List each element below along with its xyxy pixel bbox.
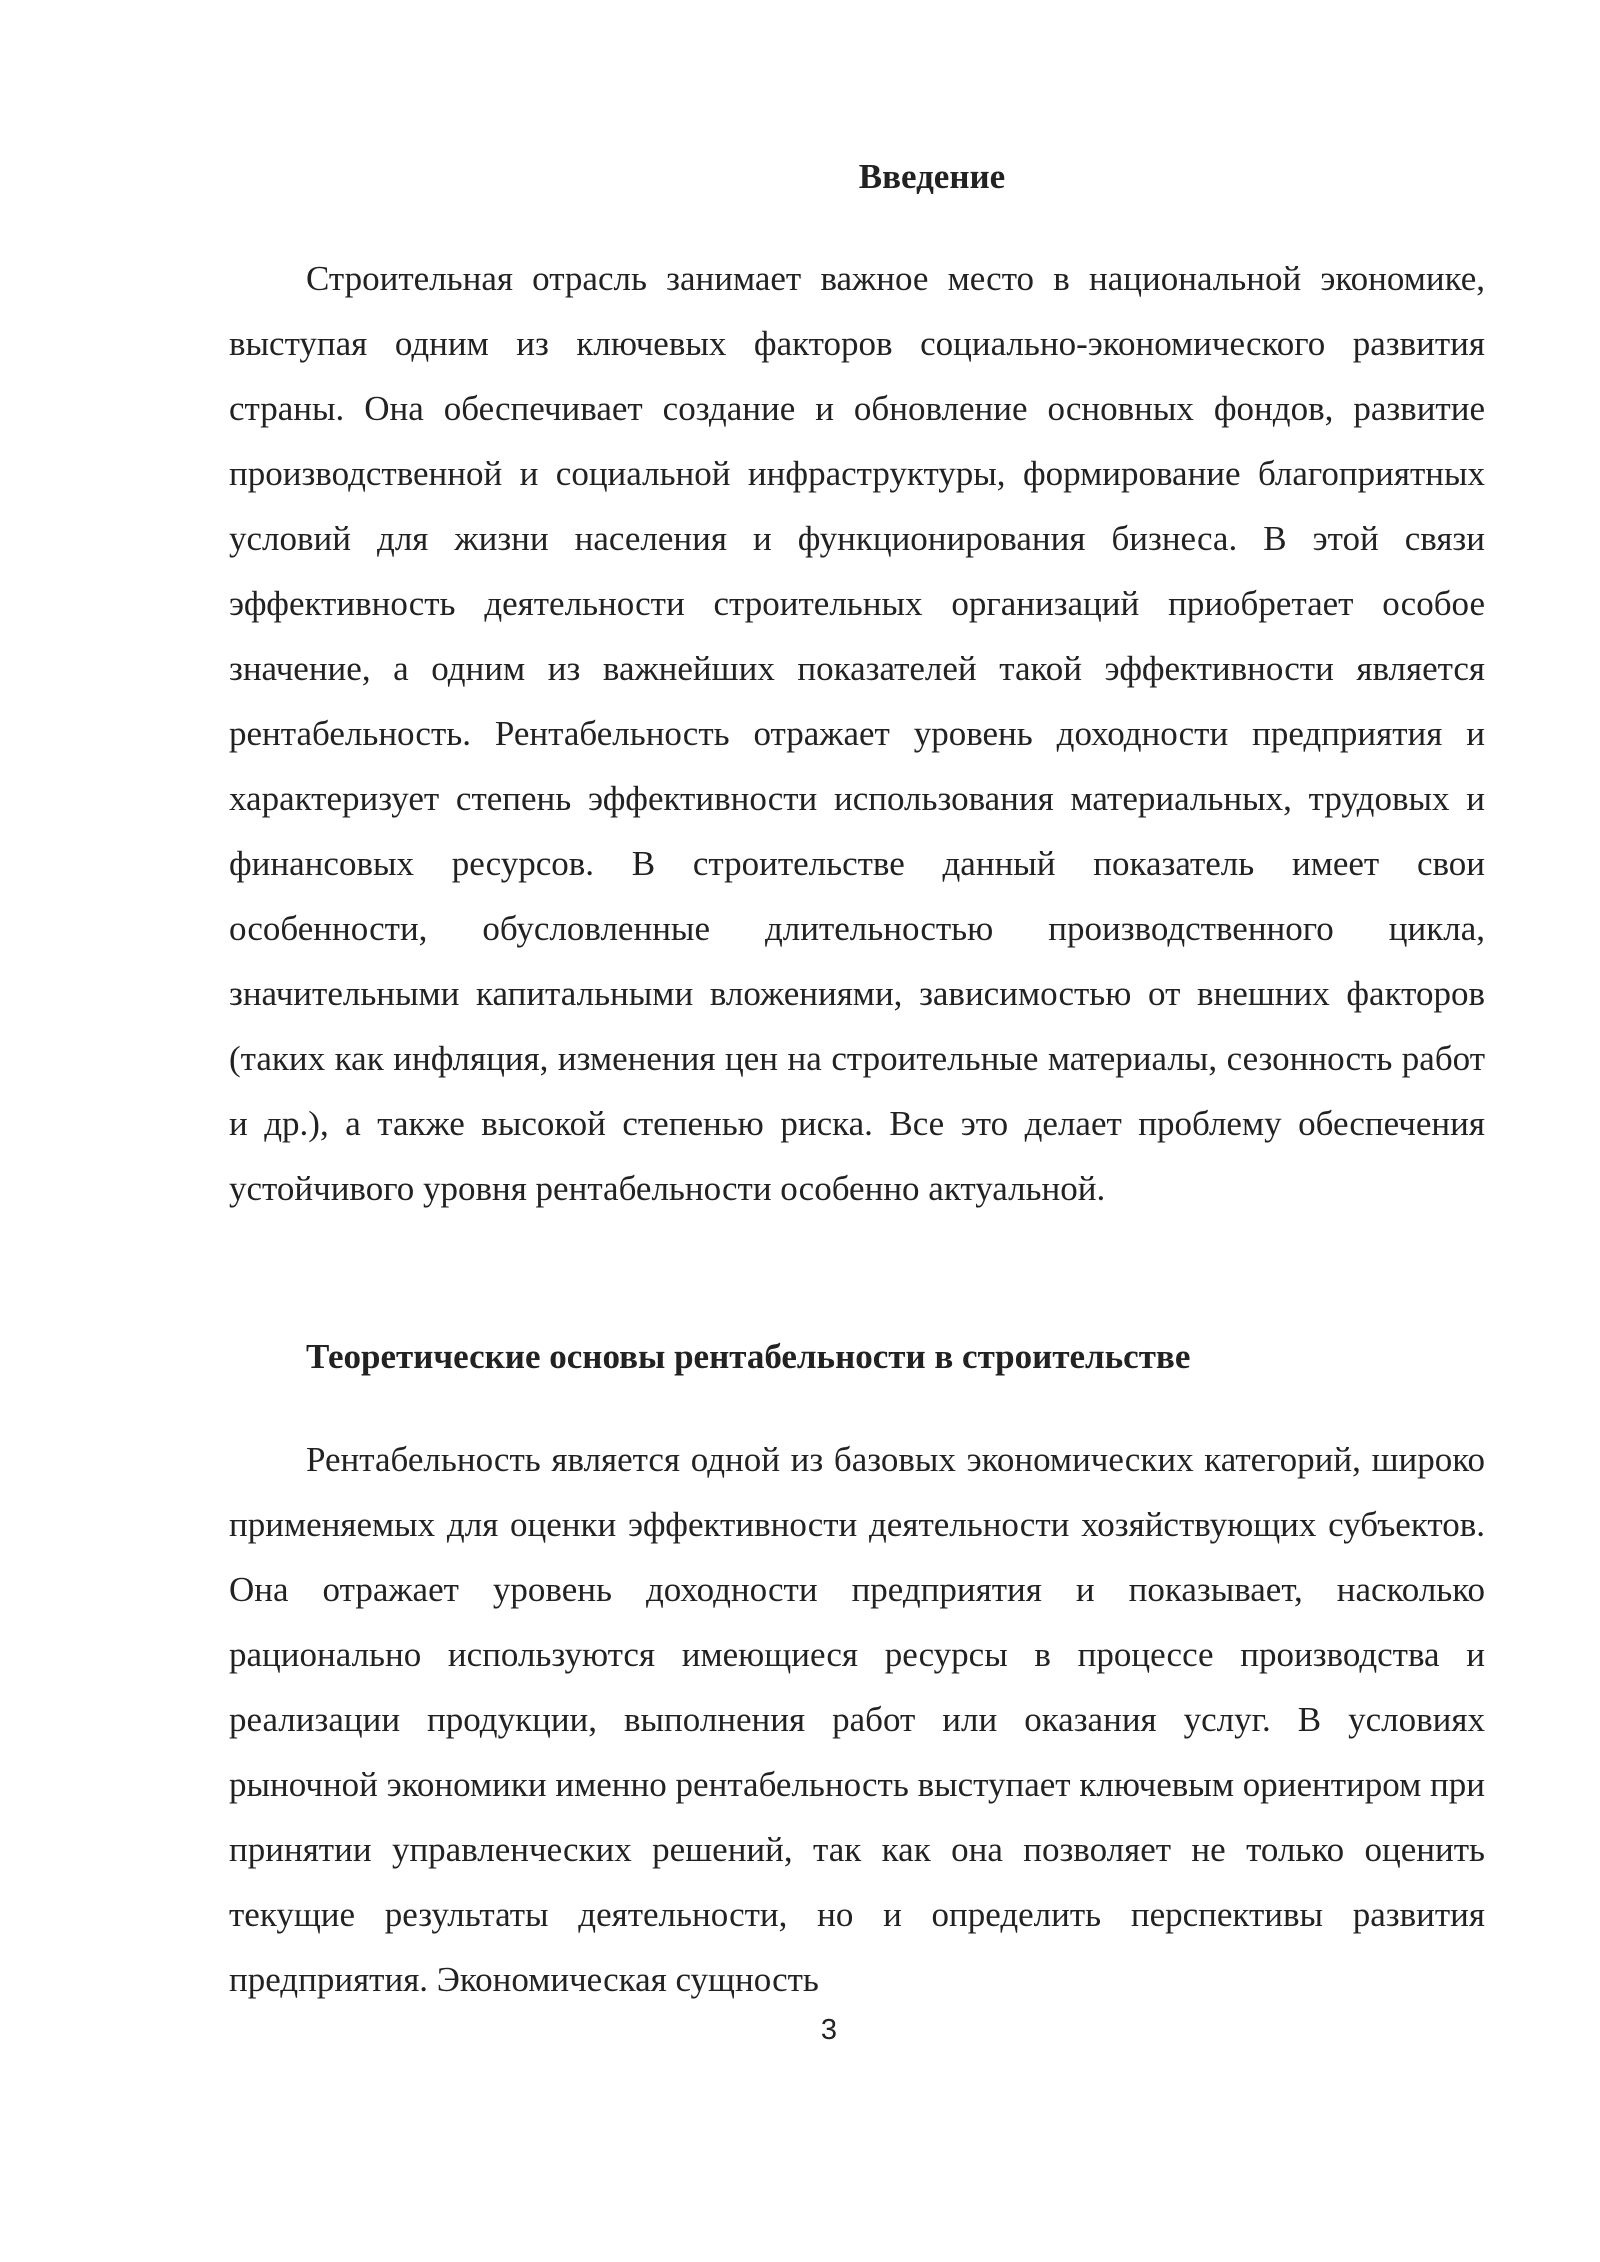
page-number: 3 xyxy=(820,2014,838,2046)
section-heading-introduction: Введение xyxy=(858,157,1006,196)
paragraph-theory: Рентабельность является одной из базовых экономических категорий, широко применяемых для оценки эффективности деятельности хозяйствующих субъектов. Она отражает уровень доходности предприятия и показывает, насколько рационально используются имеющиеся ресурсы в процессе производства и реализации продукции, выполнения работ или оказания услуг. В условиях рыночной экономики именно рентабельность выступает ключевым ориентиром при принятии управленческих решений, так как она позволяет не только оценить текущие результаты деятельности, но и определить перспективы развития предприятия. Экономическая сущность xyxy=(229,1440,1485,1999)
paragraph-introduction: Строительная отрасль занимает важное место в национальной экономике, выступая одним из ключевых факторов социально-экономического развития страны. Она обеспечивает создание и обновление основных фондов, развитие производственной и социальной инфраструктуры, формирование благоприятных условий для жизни населения и функционирования бизнеса. В этой связи эффективность деятельности строительных организаций приобретает особое значение, а одним из важнейших показателей такой эффективности является рентабельность. Рентабельность отражает уровень доходности предприятия и характеризует степень эффективности использования материальных, трудовых и финансовых ресурсов. В строительстве данный показатель имеет свои особенности, обусловленные длительностью производственного цикла, значительными капитальными вложениями, зависимостью от внешних факторов (таких как инфляция, изменения цен на строительные материалы, сезонность работ и др.), а также высокой степенью риска. Все это делает проблему обеспечения устойчивого уровня рентабельности особенно актуальной. xyxy=(229,259,1485,1208)
section-heading-theory: Теоретические основы рентабельности в строительстве xyxy=(306,1337,1191,1376)
